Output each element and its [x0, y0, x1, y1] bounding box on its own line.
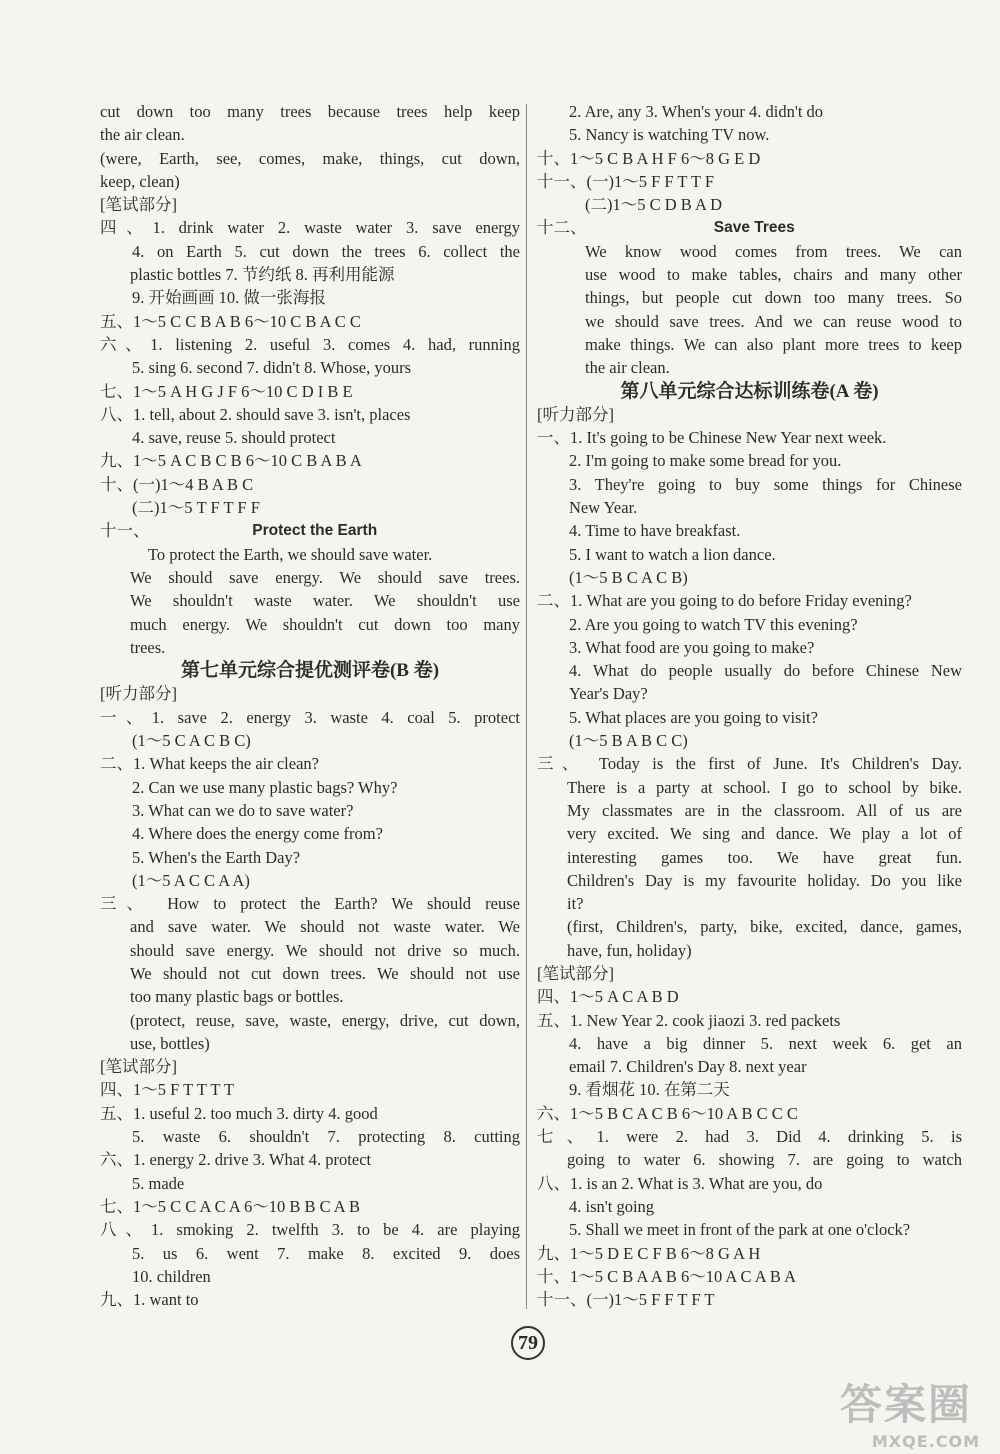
- right-line: 十一、(一)1～5 F F T T F: [537, 171, 715, 191]
- left-line: 5. us 6. went 7. make 8. excited 9. does: [132, 1243, 520, 1263]
- right-line: There is a party at school. I go to school by bike.: [567, 777, 962, 797]
- left-line: [听力部分]: [100, 684, 177, 704]
- left-line: 二、1. What keeps the air clean?: [100, 754, 319, 774]
- right-line: [听力部分]: [537, 404, 614, 424]
- watermark: [840, 1372, 990, 1452]
- right-line: we should save trees. And we can reuse wood to: [585, 311, 962, 331]
- left-line: 10. children: [132, 1266, 211, 1286]
- essay-title: Protect the Earth: [252, 522, 378, 540]
- left-line: 九、1. want to: [100, 1290, 199, 1310]
- left-line: 五、1～5 C C B A B 6～10 C B A C C: [100, 311, 361, 331]
- right-line: Children's Day is my favourite holiday. Do you like: [567, 870, 962, 890]
- left-line: 四、1. drink water 2. waste water 3. save energy: [100, 218, 520, 238]
- left-line: 八、1. tell, about 2. should save 3. isn't, places: [100, 404, 411, 424]
- right-line: 4. have a big dinner 5. next week 6. get an: [569, 1033, 962, 1053]
- right-line: 4. What do people usually do before Chinese New: [569, 661, 962, 681]
- right-line: (二)1～5 C D B A D: [585, 195, 723, 215]
- right-line: 2. Are, any 3. When's your 4. didn't do: [569, 102, 824, 121]
- right-line: going to water 6. showing 7. are going to watch: [567, 1150, 962, 1170]
- left-line: 三、 How to protect the Earth? We should reuse: [100, 894, 520, 914]
- left-line: We shouldn't waste water. We shouldn't use: [130, 591, 520, 611]
- right-line: 9. 看烟花 10. 在第二天: [569, 1080, 730, 1100]
- left-line: 4. save, reuse 5. should protect: [132, 428, 336, 448]
- left-line: 2. Can we use many plastic bags? Why?: [132, 777, 398, 797]
- right-line: 三、 Today is the first of June. It's Children's Day.: [537, 754, 962, 774]
- left-line: 八、1. smoking 2. twelfth 3. to be 4. are playing: [100, 1220, 520, 1240]
- left-line: and save water. We should not waste water. We: [130, 917, 520, 937]
- question-number: 十一、: [100, 521, 150, 541]
- right-line: [笔试部分]: [537, 963, 614, 983]
- left-line: should save energy. We should not drive so much.: [130, 940, 520, 960]
- right-line: (1～5 B C A C B): [569, 567, 688, 587]
- left-line: 5. made: [132, 1173, 185, 1193]
- left-line: 4. Where does the energy come from?: [132, 824, 383, 844]
- left-line: We should not cut down trees. We should not use: [130, 963, 520, 983]
- right-line: 3. What food are you going to make?: [569, 637, 815, 657]
- left-line: keep, clean): [100, 171, 180, 191]
- left-line: (二)1～5 T F T F F: [132, 498, 260, 518]
- right-line: 八、1. is an 2. What is 3. What are you, do: [537, 1173, 823, 1193]
- left-column: [100, 100, 520, 1311]
- right-line: My classmates are in the classroom. All of us are: [567, 800, 962, 820]
- right-line: 十一、(一)1～5 F F T F T: [537, 1290, 715, 1310]
- left-line: (1～5 C A C B C): [132, 731, 251, 751]
- left-line: 七、1～5 A H G J F 6～10 C D I B E: [100, 381, 353, 401]
- right-line: [537, 216, 962, 239]
- right-line: very excited. We sing and dance. We play a lot of: [567, 824, 962, 844]
- left-line: 9. 开始画画 10. 做一张海报: [132, 288, 326, 308]
- watermark-url: MXQE.COM: [871, 1432, 980, 1451]
- left-line: (1～5 A C C A A): [132, 870, 250, 890]
- right-line: 七、1. were 2. had 3. Did 4. drinking 5. is: [537, 1127, 962, 1147]
- left-line: trees.: [130, 637, 166, 657]
- left-line: To protect the Earth, we should save water.: [148, 544, 433, 564]
- left-line: (were, Earth, see, comes, make, things, cut down,: [100, 148, 520, 168]
- right-line: things, but people cut down too many trees. So: [585, 288, 962, 308]
- right-line: it?: [567, 894, 584, 914]
- left-line: 七、1～5 C C A C A 6～10 B B C A B: [100, 1196, 360, 1216]
- right-line: the air clean.: [585, 358, 670, 378]
- column-divider: [526, 104, 527, 1309]
- right-line: email 7. Children's Day 8. next year: [569, 1057, 807, 1077]
- right-line: 5. I want to watch a lion dance.: [569, 544, 776, 564]
- question-number: 十二、: [537, 218, 587, 238]
- left-line: 六、1. energy 2. drive 3. What 4. protect: [100, 1150, 372, 1170]
- right-line: 3. They're going to buy some things for Chinese: [569, 474, 962, 494]
- left-line: 一、1. save 2. energy 3. waste 4. coal 5. protect: [100, 707, 520, 727]
- left-line: too many plastic bags or bottles.: [130, 987, 344, 1007]
- right-line: 五、1. New Year 2. cook jiaozi 3. red packets: [537, 1010, 841, 1030]
- right-line: have, fun, holiday): [567, 940, 692, 960]
- left-line: 5. sing 6. second 7. didn't 8. Whose, yours: [132, 358, 412, 378]
- left-line: 九、1～5 A C B C B 6～10 C B A B A: [100, 451, 362, 471]
- right-line: 十、1～5 C B A H F 6～8 G E D: [537, 148, 761, 168]
- left-line: use, bottles): [130, 1033, 210, 1053]
- left-line: [笔试部分]: [100, 1057, 177, 1077]
- essay-title: Save Trees: [713, 219, 795, 237]
- left-line: the air clean.: [100, 125, 185, 145]
- right-line: 5. Nancy is watching TV now.: [569, 125, 770, 145]
- left-line: 5. When's the Earth Day?: [132, 847, 301, 867]
- right-line: 5. Shall we meet in front of the park at one o'clock?: [569, 1220, 911, 1240]
- left-line: 六、1. listening 2. useful 3. comes 4. had, running: [100, 334, 520, 354]
- right-line: 2. I'm going to make some bread for you.: [569, 451, 842, 471]
- right-line: (first, Children's, party, bike, excited, dance, games,: [567, 917, 962, 937]
- right-line: 六、1～5 B C A C B 6～10 A B C C C: [537, 1103, 798, 1123]
- right-line: make things. We can also plant more trees to keep: [585, 334, 962, 354]
- right-line: use wood to make tables, chairs and many other: [585, 265, 962, 285]
- right-line: 二、1. What are you going to do before Friday evening?: [537, 591, 912, 611]
- page-number-badge: [503, 1323, 553, 1363]
- right-line: 一、1. It's going to be Chinese New Year next week.: [537, 428, 887, 448]
- left-line: We should save energy. We should save trees.: [130, 567, 520, 587]
- page-number: 79: [518, 1332, 538, 1354]
- left-line: 5. waste 6. shouldn't 7. protecting 8. cutting: [132, 1127, 520, 1147]
- left-line: much energy. We shouldn't cut down too many: [130, 614, 520, 634]
- left-line: [100, 519, 520, 542]
- right-line: 4. isn't going: [569, 1196, 655, 1216]
- right-line: 四、1～5 A C A B D: [537, 987, 679, 1007]
- left-line: 3. What can we do to save water?: [132, 800, 354, 820]
- right-line: (1～5 B A B C C): [569, 731, 688, 751]
- right-line: 十、1～5 C B A A B 6～10 A C A B A: [537, 1266, 797, 1286]
- right-column: [537, 100, 962, 1311]
- right-line: 九、1～5 D E C F B 6～8 G A H: [537, 1243, 761, 1263]
- watermark-logo: 答案圈: [840, 1380, 973, 1429]
- right-line: interesting games too. We have great fun.: [567, 847, 962, 867]
- right-line: New Year.: [569, 498, 638, 518]
- right-line: We know wood comes from trees. We can: [585, 241, 962, 261]
- left-line: plastic bottles 7. 节约纸 8. 再利用能源: [130, 265, 395, 285]
- right-line: 2. Are you going to watch TV this evening?: [569, 614, 858, 634]
- left-line: [笔试部分]: [100, 195, 177, 215]
- left-line: 五、1. useful 2. too much 3. dirty 4. good: [100, 1103, 378, 1123]
- left-line: (protect, reuse, save, waste, energy, drive, cut down,: [130, 1010, 520, 1030]
- right-line: 5. What places are you going to visit?: [569, 707, 818, 727]
- right-line: 4. Time to have breakfast.: [569, 521, 741, 541]
- left-line: 十、(一)1～4 B A B C: [100, 474, 254, 494]
- left-line: cut down too many trees because trees help keep: [100, 102, 520, 121]
- right-line: 第八单元综合达标训练卷(A 卷): [620, 380, 879, 402]
- left-line: 第七单元综合提优测评卷(B 卷): [180, 660, 440, 682]
- left-line: 四、1～5 F T T T T: [100, 1080, 235, 1100]
- left-line: 4. on Earth 5. cut down the trees 6. collect the: [132, 241, 520, 261]
- right-line: Year's Day?: [569, 684, 648, 704]
